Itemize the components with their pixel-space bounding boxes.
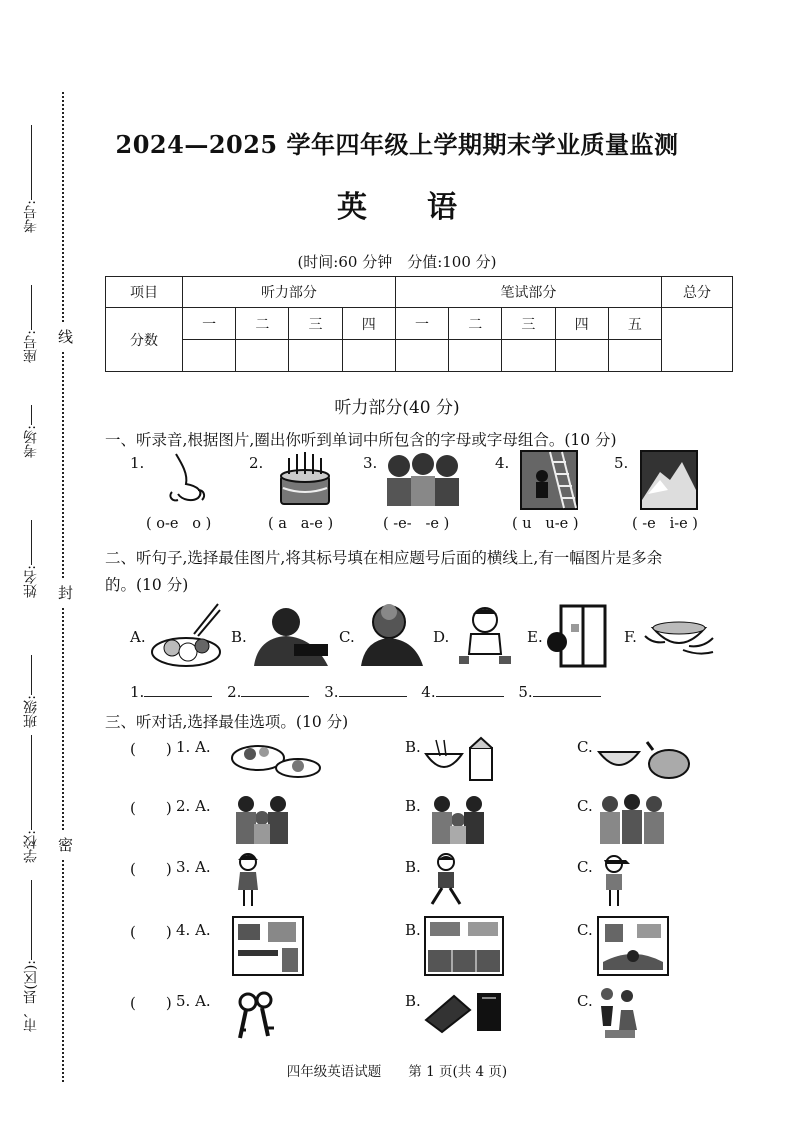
seat-no-line [31, 285, 32, 330]
books-icon [424, 990, 504, 1034]
q1-options[interactable]: ( -e- -e ) [383, 516, 450, 532]
q2-blank-number: 1. [130, 683, 145, 701]
q1-options[interactable]: ( o-e o ) [146, 516, 212, 532]
listening-col-2: 二 [236, 308, 289, 340]
soup-chicken-icon [597, 738, 691, 780]
q2-blank[interactable] [436, 682, 504, 697]
name-line [31, 520, 32, 565]
score-cell[interactable] [608, 340, 661, 372]
score-table [105, 276, 733, 372]
school-line [31, 735, 32, 830]
keys-icon [232, 990, 278, 1042]
study-room-icon [232, 916, 304, 976]
score-label: 分数 [106, 308, 183, 372]
seat-no-label: 座号: [23, 330, 39, 363]
class-field[interactable] [18, 655, 44, 728]
q1-item-number: 1. [130, 454, 145, 472]
q3-answer-paren[interactable]: ( ) [130, 923, 172, 941]
q2-blank-number: 2. [227, 683, 242, 701]
cut-mark-mi: 密 [58, 830, 73, 859]
total-label: 总分 [662, 277, 733, 308]
q1-instruction: 一、听录音,根据图片,圈出你听到单词中所包含的字母或字母组合。(10 分) [105, 431, 617, 449]
listening-col-1: 一 [183, 308, 236, 340]
school-label: 学校: [23, 830, 39, 863]
kitchen-icon [424, 916, 504, 976]
q1-item-number: 4. [495, 454, 510, 472]
q3-option-c: C. [577, 738, 593, 756]
q3-option-c: C. [577, 858, 593, 876]
q3-option-b: B. [405, 992, 421, 1010]
nose-icon [158, 450, 216, 508]
toys-icon [597, 986, 641, 1040]
q2-picture-label: A. [130, 628, 146, 646]
window-cleaning-icon [545, 604, 607, 668]
exam-title: 2024—2025 学年四年级上学期期末学业质量监测 [115, 130, 679, 159]
score-cell[interactable] [236, 340, 289, 372]
living-room-icon [597, 916, 669, 976]
q2-picture-label: D. [433, 628, 450, 646]
q3-item-no: 1. A. [176, 738, 211, 756]
q1-item-number: 3. [363, 454, 378, 472]
room-label: 考场: [23, 425, 39, 458]
q1-options[interactable]: ( a a-e ) [268, 516, 334, 532]
name-field[interactable] [18, 520, 44, 598]
listening-label: 听力部分 [183, 277, 396, 308]
score-cell[interactable] [395, 340, 448, 372]
q3-option-b: B. [405, 738, 421, 756]
q2-blank-number: 4. [421, 683, 436, 701]
q2-blank-number: 3. [324, 683, 339, 701]
q2-blank[interactable] [144, 682, 212, 697]
woman-icon [250, 604, 330, 666]
q2-picture-label: F. [624, 628, 637, 646]
q2-blank[interactable] [241, 682, 309, 697]
q3-option-c: C. [577, 797, 593, 815]
q2-instruction-line2: 的。(10 分) [105, 576, 189, 594]
q3-item-no: 2. A. [176, 797, 211, 815]
cut-mark-xian: 线 [58, 322, 73, 351]
family-icon [232, 794, 296, 846]
subject-title: 英语 [337, 190, 517, 225]
mountain-icon [640, 450, 698, 510]
page-footer: 四年级英语试题 第 1 页(共 4 页) [286, 1064, 508, 1080]
q2-instruction-line1: 二、听句子,选择最佳图片,将其标号填在相应题号后面的横线上,有一幅图片是多余 [105, 549, 663, 567]
q3-option-b: B. [405, 858, 421, 876]
q3-option-b: B. [405, 797, 421, 815]
writing-col-1: 一 [395, 308, 448, 340]
total-score-cell[interactable] [662, 308, 733, 372]
grandma-icon [357, 602, 425, 666]
class-label: 班级: [23, 695, 39, 728]
q2-answer-blanks [130, 682, 601, 701]
q3-answer-paren[interactable]: ( ) [130, 994, 172, 1012]
noodles-milk-icon [424, 736, 496, 782]
q3-item-no: 5. A. [176, 992, 211, 1010]
family-icon [428, 794, 492, 846]
q3-answer-paren[interactable]: ( ) [130, 799, 172, 817]
school-field[interactable] [18, 735, 44, 863]
q1-options[interactable]: ( u u-e ) [512, 516, 579, 532]
food-icon [228, 738, 324, 780]
q3-instruction: 三、听对话,选择最佳选项。(10 分) [105, 713, 349, 731]
writing-col-3: 三 [502, 308, 555, 340]
boy-cap-icon [598, 852, 632, 908]
county-label: 市、县(区): [23, 960, 39, 1032]
family-icon [598, 794, 668, 846]
score-cell[interactable] [289, 340, 342, 372]
running-boy-icon [424, 852, 466, 908]
q3-item-no: 4. A. [176, 921, 211, 939]
writing-col-2: 二 [449, 308, 502, 340]
seat-no-field[interactable] [18, 285, 44, 363]
writing-col-5: 五 [608, 308, 661, 340]
writing-label: 笔试部分 [395, 277, 661, 308]
score-cell[interactable] [449, 340, 502, 372]
q3-option-b: B. [405, 921, 421, 939]
class-line [31, 655, 32, 695]
exam-no-label: 考号: [23, 200, 39, 233]
q2-picture-label: E. [527, 628, 543, 646]
q3-option-c: C. [577, 992, 593, 1010]
time-info: (时间:60 分钟 分值:100 分) [297, 253, 497, 271]
county-line [31, 880, 32, 960]
food-plate-icon [150, 600, 222, 670]
q3-item-no: 3. A. [176, 858, 211, 876]
q1-item-number: 5. [614, 454, 629, 472]
writing-col-4: 四 [555, 308, 608, 340]
q3-answer-paren[interactable]: ( ) [130, 740, 172, 758]
boy-playing-icon [455, 604, 519, 666]
score-cell[interactable] [502, 340, 555, 372]
q2-picture-label: C. [339, 628, 355, 646]
girl-icon [232, 852, 264, 908]
q3-answer-paren[interactable]: ( ) [130, 860, 172, 878]
listening-col-4: 四 [342, 308, 395, 340]
cut-mark-feng: 封 [58, 578, 73, 607]
bowl-hands-icon [643, 608, 715, 664]
q2-blank-number: 5. [518, 683, 533, 701]
name-label: 姓名: [23, 565, 39, 598]
q2-blank[interactable] [339, 682, 407, 697]
q2-blank[interactable] [533, 682, 601, 697]
q1-options[interactable]: ( -e i-e ) [632, 516, 698, 532]
q3-option-c: C. [577, 921, 593, 939]
item-label: 项目 [106, 277, 183, 308]
people-icon [383, 450, 465, 508]
cake-icon [275, 448, 335, 510]
ladder-icon [520, 450, 578, 510]
score-cell[interactable] [555, 340, 608, 372]
listening-heading: 听力部分(40 分) [334, 398, 460, 418]
score-cell[interactable] [342, 340, 395, 372]
q1-item-number: 2. [249, 454, 264, 472]
listening-col-3: 三 [289, 308, 342, 340]
county-field[interactable] [18, 880, 44, 1032]
q2-picture-label: B. [231, 628, 247, 646]
score-cell[interactable] [183, 340, 236, 372]
